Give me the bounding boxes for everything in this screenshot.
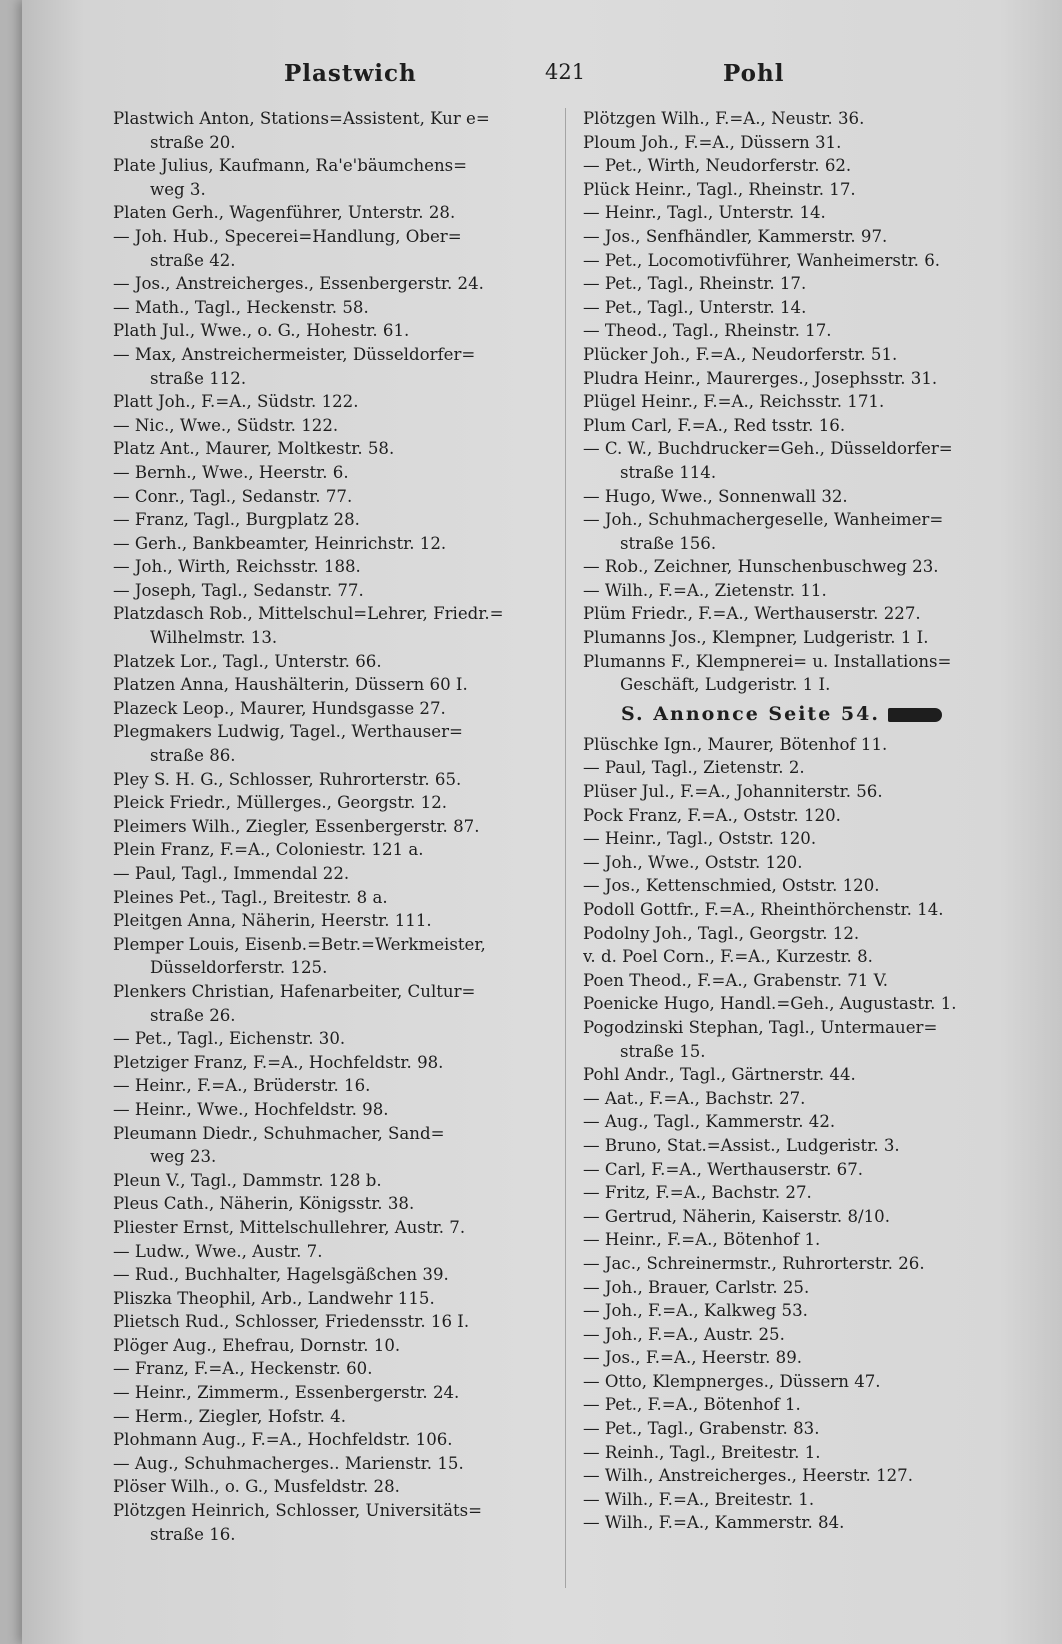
entry-text: straße 16.: [150, 1524, 236, 1544]
directory-entry-line: [113, 414, 568, 438]
directory-entry-line: [113, 791, 568, 815]
entry-text: Platt Joh., F.=A., Südstr. 122.: [113, 392, 359, 412]
directory-entry-line: [113, 933, 568, 957]
directory-entry-line: [583, 1276, 1038, 1300]
directory-entry-line: [583, 898, 1038, 922]
entry-text: — Heinr., Tagl., Unterstr. 14.: [583, 203, 826, 223]
directory-page: [22, 0, 1062, 1644]
header-right-catchword: Pohl: [723, 60, 785, 87]
directory-entry-line: [113, 390, 568, 414]
entry-text: Pleun V., Tagl., Dammstr. 128 b.: [113, 1170, 382, 1190]
entry-text: — Heinr., Wwe., Hochfeldstr. 98.: [113, 1099, 389, 1119]
entry-text: straße 86.: [150, 746, 236, 766]
right-column: [583, 107, 1038, 1535]
entry-text: — Fritz, F.=A., Bachstr. 27.: [583, 1183, 812, 1203]
entry-text: — Otto, Klempnerges., Düssern 47.: [583, 1371, 881, 1391]
entry-text: — Reinh., Tagl., Breitestr. 1.: [583, 1442, 821, 1462]
directory-entry-line: [583, 154, 1038, 178]
directory-entry-line: [113, 485, 568, 509]
entry-text: — Jos., Anstreicherges., Essenbergerstr. 24.: [113, 274, 484, 294]
entry-text: — Wilh., F.=A., Breitestr. 1.: [583, 1489, 815, 1509]
directory-entry-line: [583, 851, 1038, 875]
entry-text: — Joh., Wirth, Reichsstr. 188.: [113, 557, 361, 577]
directory-entry-line: [113, 225, 568, 249]
directory-entry-line: [113, 1334, 568, 1358]
entry-text: — Joh., F.=A., Kalkweg 53.: [583, 1301, 808, 1321]
directory-entry-line: [583, 201, 1038, 225]
directory-entry-line: [583, 804, 1038, 828]
directory-entry-line: [583, 178, 1038, 202]
entry-text: — Ludw., Wwe., Austr. 7.: [113, 1241, 323, 1261]
directory-entry-line: [113, 437, 568, 461]
directory-entry-line: [583, 1205, 1038, 1229]
entry-text: — Pet., Tagl., Rheinstr. 17.: [583, 274, 807, 294]
entry-text: — Pet., Tagl., Eichenstr. 30.: [113, 1029, 346, 1049]
directory-entry-line: [583, 1323, 1038, 1347]
directory-entry-line: [113, 1051, 568, 1075]
page-number: 421: [545, 60, 586, 84]
entry-continuation-line: [583, 532, 1038, 556]
directory-entry-line: [583, 1087, 1038, 1111]
entry-text: — Franz, Tagl., Burgplatz 28.: [113, 510, 360, 530]
entry-text: — Wilh., F.=A., Kammerstr. 84.: [583, 1513, 845, 1533]
directory-entry-line: [583, 225, 1038, 249]
entry-text: straße 156.: [620, 533, 717, 553]
entry-continuation-line: [113, 744, 568, 768]
entry-text: — Rud., Buchhalter, Hagelsgäßchen 39.: [113, 1265, 449, 1285]
entry-text: — Joh., Schuhmachergeselle, Wanheimer=: [583, 510, 944, 530]
directory-entry-line: [583, 1441, 1038, 1465]
entry-text: — Math., Tagl., Heckenstr. 58.: [113, 297, 369, 317]
directory-entry-line: [583, 969, 1038, 993]
directory-entry-line: [583, 1488, 1038, 1512]
entry-text: Plötzgen Heinrich, Schlosser, Universitäts=: [113, 1501, 483, 1521]
directory-entry-line: [583, 1110, 1038, 1134]
directory-entry-line: [583, 131, 1038, 155]
entry-text: Plüm Friedr., F.=A., Werthauserstr. 227.: [583, 604, 921, 624]
entry-text: Platzdasch Rob., Mittelschul=Lehrer, Friedr.=: [113, 604, 504, 624]
entry-text: Plumanns Jos., Klempner, Ludgeristr. 1 I.: [583, 628, 929, 648]
entry-text: straße 20.: [150, 132, 236, 152]
entry-continuation-line: [113, 178, 568, 202]
entry-text: Pludra Heinr., Maurerges., Josephsstr. 31.: [583, 368, 938, 388]
directory-entry-line: [583, 319, 1038, 343]
directory-entry-line: [113, 602, 568, 626]
entry-text: Pliszka Theophil, Arb., Landwehr 115.: [113, 1288, 435, 1308]
directory-entry-line: [113, 650, 568, 674]
directory-entry-line: [113, 1169, 568, 1193]
entry-text: Plemper Louis, Eisenb.=Betr.=Werkmeister,: [113, 934, 486, 954]
entry-text: — Pet., F.=A., Bötenhof 1.: [583, 1395, 801, 1415]
directory-entry-line: [583, 733, 1038, 757]
directory-entry-line: [113, 1216, 568, 1240]
directory-entry-line: [113, 461, 568, 485]
entry-text: Plüschke Ign., Maurer, Bötenhof 11.: [583, 734, 888, 754]
directory-entry-line: [583, 827, 1038, 851]
entry-text: — Jos., Senfhändler, Kammerstr. 97.: [583, 226, 888, 246]
entry-text: Plumanns F., Klempnerei= u. Installations=: [583, 651, 952, 671]
entry-text: — Wilh., F.=A., Zietenstr. 11.: [583, 580, 827, 600]
entry-text: — Theod., Tagl., Rheinstr. 17.: [583, 321, 832, 341]
entry-text: — Hugo, Wwe., Sonnenwall 32.: [583, 486, 848, 506]
entry-text: Pletziger Franz, F.=A., Hochfeldstr. 98.: [113, 1052, 444, 1072]
entry-text: v. d. Poel Corn., F.=A., Kurzestr. 8.: [583, 947, 873, 967]
entry-text: Pleines Pet., Tagl., Breitestr. 8 a.: [113, 887, 388, 907]
entry-text: — Gerh., Bankbeamter, Heinrichstr. 12.: [113, 533, 447, 553]
entry-text: straße 42.: [150, 250, 236, 270]
entry-text: weg 23.: [150, 1147, 217, 1167]
entry-text: — Bernh., Wwe., Heerstr. 6.: [113, 462, 349, 482]
entry-text: — Franz, F.=A., Heckenstr. 60.: [113, 1359, 373, 1379]
directory-entry-line: [583, 343, 1038, 367]
directory-entry-line: [583, 555, 1038, 579]
directory-entry-line: [113, 201, 568, 225]
directory-entry-line: [583, 1393, 1038, 1417]
directory-entry-line: [583, 390, 1038, 414]
entry-text: Platzek Lor., Tagl., Unterstr. 66.: [113, 651, 382, 671]
directory-entry-line: [583, 1134, 1038, 1158]
entry-text: Pleus Cath., Näherin, Königsstr. 38.: [113, 1194, 415, 1214]
entry-text: Pogodzinski Stephan, Tagl., Untermauer=: [583, 1017, 938, 1037]
directory-entry-line: [583, 1346, 1038, 1370]
directory-entry-line: [113, 532, 568, 556]
entry-text: — Joh., F.=A., Austr. 25.: [583, 1324, 785, 1344]
entry-text: Plath Jul., Wwe., o. G., Hohestr. 61.: [113, 321, 410, 341]
entry-text: — Joh., Brauer, Carlstr. 25.: [583, 1277, 810, 1297]
entry-text: — Paul, Tagl., Immendal 22.: [113, 864, 350, 883]
directory-entry-line: [583, 414, 1038, 438]
directory-entry-line: [583, 485, 1038, 509]
directory-entry-line: [113, 555, 568, 579]
entry-text: Pleimers Wilh., Ziegler, Essenbergerstr. 87.: [113, 816, 480, 836]
directory-entry-line: [583, 272, 1038, 296]
directory-entry-line: [113, 1192, 568, 1216]
directory-entry-line: [113, 980, 568, 1004]
entry-text: Plastwich Anton, Stations=Assistent, Kur e=: [113, 109, 490, 128]
directory-entry-line: [113, 319, 568, 343]
directory-entry-line: [113, 768, 568, 792]
entry-text: Platzen Anna, Haushälterin, Düssern 60 I.: [113, 675, 468, 695]
entry-text: Platz Ant., Maurer, Moltkestr. 58.: [113, 439, 395, 459]
entry-text: — Aat., F.=A., Bachstr. 27.: [583, 1088, 806, 1108]
entry-text: — Joh., Wwe., Oststr. 120.: [583, 852, 803, 872]
directory-entry-line: [113, 1287, 568, 1311]
entry-text: straße 112.: [150, 368, 247, 388]
entry-text: Platen Gerh., Wagenführer, Unterstr. 28.: [113, 203, 456, 223]
directory-entry-line: [113, 720, 568, 744]
entry-text: — Bruno, Stat.=Assist., Ludgeristr. 3.: [583, 1135, 900, 1155]
entry-text: — Heinr., F.=A., Bötenhof 1.: [583, 1230, 821, 1250]
directory-entry-line: [113, 1357, 568, 1381]
directory-entry-line: [113, 697, 568, 721]
directory-entry-line: [583, 1299, 1038, 1323]
directory-entry-line: [113, 909, 568, 933]
entry-text: — Joh. Hub., Specerei=Handlung, Ober=: [113, 226, 462, 246]
entry-text: Podolny Joh., Tagl., Georgstr. 12.: [583, 923, 860, 943]
directory-entry-line: [583, 650, 1038, 674]
entry-text: — Herm., Ziegler, Hofstr. 4.: [113, 1406, 346, 1426]
entry-text: — Nic., Wwe., Südstr. 122.: [113, 415, 339, 435]
directory-entry-line: [583, 1417, 1038, 1441]
entry-text: straße 15.: [620, 1041, 706, 1061]
entry-text: — Rob., Zeichner, Hunschenbuschweg 23.: [583, 557, 939, 577]
directory-entry-line: [583, 367, 1038, 391]
directory-entry-line: [583, 1063, 1038, 1087]
directory-entry-line: [113, 1428, 568, 1452]
entry-text: Plate Julius, Kaufmann, Ra'e'bäumchens=: [113, 156, 468, 176]
entry-text: weg 3.: [150, 179, 206, 199]
directory-entry-line: [113, 1452, 568, 1476]
directory-entry-line: [113, 1405, 568, 1429]
entry-text: Plöser Wilh., o. G., Musfeldstr. 28.: [113, 1477, 400, 1497]
entry-text: — Paul, Tagl., Zietenstr. 2.: [583, 758, 805, 778]
directory-entry-line: [583, 1181, 1038, 1205]
directory-entry-line: [583, 1228, 1038, 1252]
directory-entry-line: [583, 626, 1038, 650]
entry-text: — Gertrud, Näherin, Kaiserstr. 8/10.: [583, 1206, 890, 1226]
directory-entry-line: [113, 1240, 568, 1264]
entry-text: Pleitgen Anna, Näherin, Heerstr. 111.: [113, 911, 432, 931]
entry-text: — Heinr., F.=A., Brüderstr. 16.: [113, 1076, 371, 1096]
entry-text: Poenicke Hugo, Handl.=Geh., Augustastr. 1.: [583, 994, 957, 1014]
directory-entry-line: [583, 249, 1038, 273]
entry-text: Plüser Jul., F.=A., Johanniterstr. 56.: [583, 782, 883, 802]
entry-continuation-line: [583, 461, 1038, 485]
entry-text: Plücker Joh., F.=A., Neudorferstr. 51.: [583, 344, 898, 364]
left-column: [113, 107, 568, 1546]
directory-entry-line: [113, 107, 568, 131]
directory-entry-line: [583, 602, 1038, 626]
entry-text: Plöger Aug., Ehefrau, Dornstr. 10.: [113, 1335, 401, 1355]
directory-entry-line: [113, 1381, 568, 1405]
directory-entry-line: [583, 1252, 1038, 1276]
entry-text: Pliester Ernst, Mittelschullehrer, Austr. 7.: [113, 1217, 466, 1237]
directory-entry-line: [113, 862, 568, 886]
entry-text: — Heinr., Tagl., Oststr. 120.: [583, 829, 817, 849]
directory-entry-line: [583, 508, 1038, 532]
entry-text: — Jos., Kettenschmied, Oststr. 120.: [583, 876, 880, 896]
page-header: [22, 60, 1062, 92]
directory-entry-line: [113, 296, 568, 320]
directory-entry-line: [113, 838, 568, 862]
directory-entry-line: [113, 154, 568, 178]
entry-continuation-line: [113, 367, 568, 391]
entry-continuation-line: [113, 131, 568, 155]
entry-text: Pleumann Diedr., Schuhmacher, Sand=: [113, 1123, 445, 1143]
entry-text: — Conr., Tagl., Sedanstr. 77.: [113, 486, 353, 506]
directory-entry-line: [583, 780, 1038, 804]
directory-entry-line: [583, 945, 1038, 969]
directory-entry-line: [113, 1098, 568, 1122]
advertisement-notice: [583, 699, 1038, 729]
entry-text: Ploum Joh., F.=A., Düssern 31.: [583, 132, 842, 152]
directory-entry-line: [113, 1074, 568, 1098]
entry-text: — Carl, F.=A., Werthauserstr. 67.: [583, 1159, 864, 1179]
directory-entry-line: [583, 1464, 1038, 1488]
entry-text: — Heinr., Zimmerm., Essenbergerstr. 24.: [113, 1383, 460, 1403]
directory-entry-line: [113, 1027, 568, 1051]
entry-text: Wilhelmstr. 13.: [150, 628, 278, 648]
directory-entry-line: [113, 343, 568, 367]
directory-entry-line: [113, 673, 568, 697]
entry-continuation-line: [583, 673, 1038, 697]
entry-text: — Max, Anstreichermeister, Düsseldorfer=: [113, 344, 476, 364]
entry-text: S. Annonce Seite 54.: [621, 702, 880, 725]
entry-text: — Pet., Tagl., Unterstr. 14.: [583, 297, 807, 317]
directory-entry-line: [583, 579, 1038, 603]
entry-continuation-line: [583, 1040, 1038, 1064]
directory-entry-line: [583, 107, 1038, 131]
pointing-hand-icon: [888, 708, 942, 722]
directory-entry-line: [113, 1122, 568, 1146]
directory-entry-line: [113, 1310, 568, 1334]
directory-entry-line: [113, 508, 568, 532]
entry-continuation-line: [113, 626, 568, 650]
entry-text: Düsseldorferstr. 125.: [150, 958, 328, 978]
directory-entry-line: [113, 272, 568, 296]
entry-text: — Wilh., Anstreicherges., Heerstr. 127.: [583, 1466, 914, 1486]
directory-entry-line: [583, 756, 1038, 780]
directory-entry-line: [583, 992, 1038, 1016]
directory-entry-line: [113, 579, 568, 603]
entry-continuation-line: [113, 1145, 568, 1169]
directory-entry-line: [583, 1158, 1038, 1182]
directory-entry-line: [583, 1511, 1038, 1535]
entry-text: Pohl Andr., Tagl., Gärtnerstr. 44.: [583, 1065, 856, 1085]
directory-entry-line: [113, 1475, 568, 1499]
directory-entry-line: [583, 1016, 1038, 1040]
directory-entry-line: [113, 815, 568, 839]
entry-continuation-line: [113, 1523, 568, 1547]
entry-text: Plazeck Leop., Maurer, Hundsgasse 27.: [113, 698, 446, 718]
entry-text: — Joseph, Tagl., Sedanstr. 77.: [113, 580, 364, 600]
entry-text: Plegmakers Ludwig, Tagel., Werthauser=: [113, 722, 463, 742]
entry-text: Plohmann Aug., F.=A., Hochfeldstr. 106.: [113, 1430, 453, 1450]
entry-continuation-line: [113, 956, 568, 980]
entry-text: Plein Franz, F.=A., Coloniestr. 121 a.: [113, 840, 424, 860]
entry-text: straße 114.: [620, 462, 717, 482]
entry-text: Geschäft, Ludgeristr. 1 I.: [620, 675, 831, 695]
entry-text: — Jac., Schreinermstr., Ruhrorterstr. 26.: [583, 1253, 925, 1273]
entry-text: — Pet., Tagl., Grabenstr. 83.: [583, 1419, 820, 1439]
directory-entry-line: [583, 874, 1038, 898]
entry-text: — Pet., Locomotivführer, Wanheimerstr. 6.: [583, 250, 941, 270]
directory-entry-line: [583, 296, 1038, 320]
entry-text: Pock Franz, F.=A., Oststr. 120.: [583, 805, 841, 825]
entry-text: — C. W., Buchdrucker=Geh., Düsseldorfer=: [583, 439, 953, 459]
entry-text: Plietsch Rud., Schlosser, Friedensstr. 16 I.: [113, 1312, 470, 1332]
entry-continuation-line: [113, 1004, 568, 1028]
entry-text: — Jos., F.=A., Heerstr. 89.: [583, 1348, 803, 1368]
directory-entry-line: [113, 1263, 568, 1287]
entry-text: Pley S. H. G., Schlosser, Ruhrorterstr. 65.: [113, 769, 462, 789]
directory-entry-line: [583, 437, 1038, 461]
entry-text: Poen Theod., F.=A., Grabenstr. 71 V.: [583, 970, 888, 990]
entry-text: Plück Heinr., Tagl., Rheinstr. 17.: [583, 179, 856, 199]
header-left-catchword: Plastwich: [284, 60, 417, 87]
entry-text: Plügel Heinr., F.=A., Reichsstr. 171.: [583, 392, 885, 412]
entry-text: Plenkers Christian, Hafenarbeiter, Cultur=: [113, 981, 476, 1001]
directory-entry-line: [583, 922, 1038, 946]
entry-text: straße 26.: [150, 1005, 236, 1025]
entry-text: Pleick Friedr., Müllerges., Georgstr. 12.: [113, 793, 448, 813]
entry-text: Plum Carl, F.=A., Red tsstr. 16.: [583, 415, 846, 435]
entry-text: — Aug., Schuhmacherges.. Marienstr. 15.: [113, 1453, 464, 1473]
entry-continuation-line: [113, 249, 568, 273]
entry-text: Plötzgen Wilh., F.=A., Neustr. 36.: [583, 109, 865, 128]
entry-text: Podoll Gottfr., F.=A., Rheinthörchenstr. 14.: [583, 900, 944, 919]
directory-entry-line: [583, 1370, 1038, 1394]
directory-entry-line: [113, 1499, 568, 1523]
entry-text: — Pet., Wirth, Neudorferstr. 62.: [583, 156, 852, 176]
directory-entry-line: [113, 886, 568, 910]
entry-text: — Aug., Tagl., Kammerstr. 42.: [583, 1112, 836, 1132]
